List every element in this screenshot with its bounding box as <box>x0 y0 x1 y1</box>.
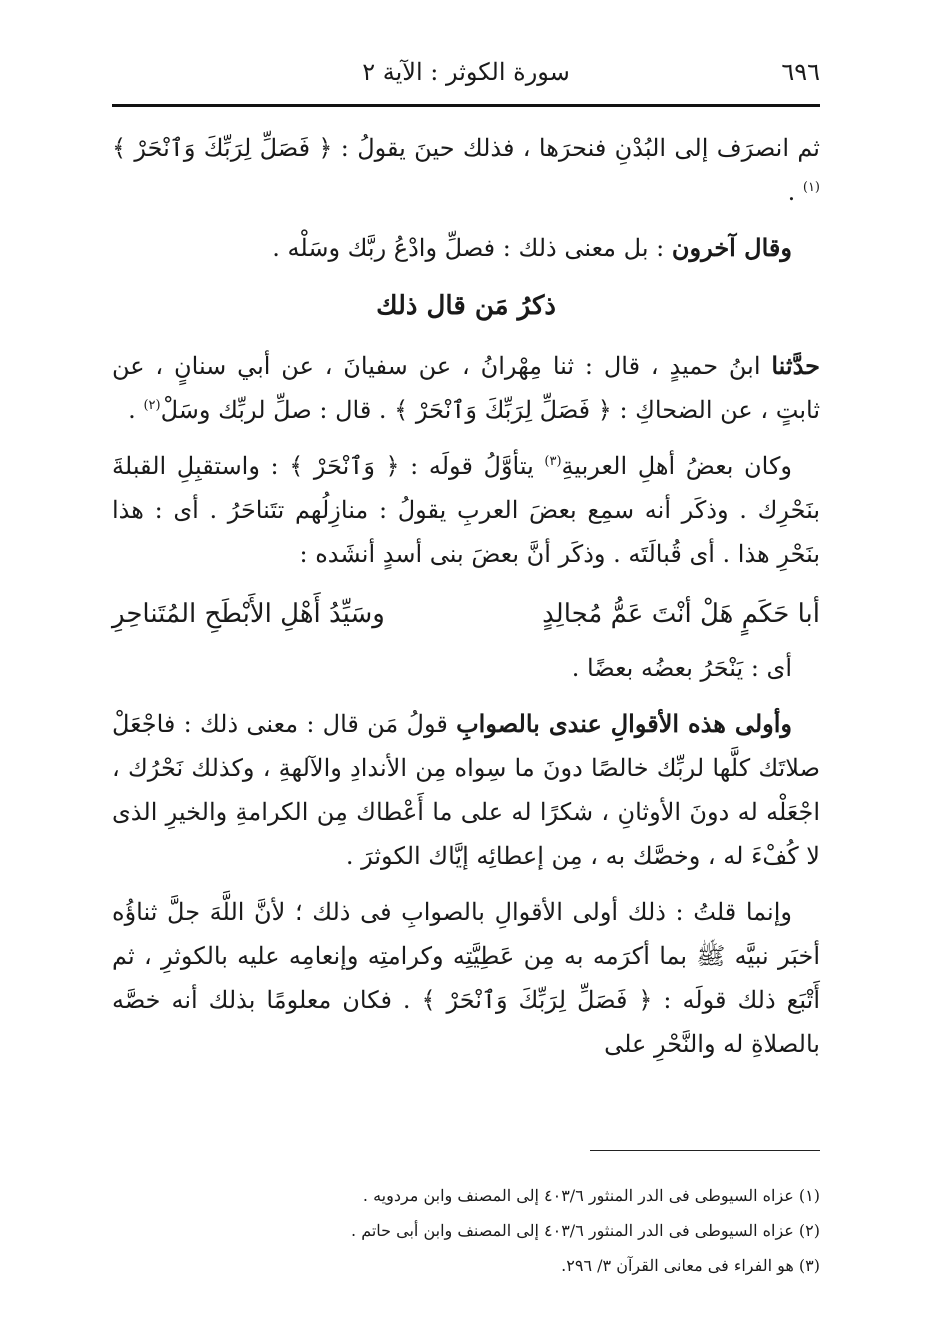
paragraph-3-text: ابنُ حميدٍ ، قال : ثنا مِهْرانُ ، عن سفيانَ ، عن أبي سنانٍ ، عن ثابتٍ ، عن الضحاكِ : ﴿ فَصَلِّ لِرَبِّكَ وَٱنْحَرْ ﴾ . قال : صلِّ لربِّك وسَلْ <box>112 352 820 424</box>
footnote-ref-3: (٣) <box>544 454 562 469</box>
footnote-ref-2: (٢) <box>143 398 161 413</box>
page-header <box>112 52 820 92</box>
running-title: سورة الكوثر : الآية ٢ <box>362 58 570 86</box>
section-heading: ذكرُ مَن قال ذلك <box>376 291 556 321</box>
paragraph-1-end: . <box>787 178 803 206</box>
paragraph-2-text: : بل معنى ذلك : فصلِّ وادْعُ ربَّك وسَلْه . <box>272 234 672 262</box>
paragraph-1 <box>112 126 820 214</box>
paragraph-4 <box>112 444 820 576</box>
footnote-3: (٣) هو الفراء فى معانى القرآن ٣/ ٢٩٦. <box>561 1256 820 1275</box>
paragraph-3-lead: حدَّثنا <box>771 351 820 380</box>
page-number: ٦٩٦ <box>781 58 820 86</box>
poetry-verse <box>112 588 820 640</box>
paragraph-2 <box>112 226 820 270</box>
paragraph-6 <box>112 702 820 878</box>
footnote-ref-1: (١) <box>802 180 820 195</box>
footnote-2: (٢) عزاه السيوطى فى الدر المنثور ٤٠٣/٦ إلى المصنف وابن أبى حاتم . <box>351 1221 820 1240</box>
footnote-rule <box>590 1150 820 1151</box>
paragraph-5: أى : يَنْحَرُ بعضُه بعضًا . <box>571 654 792 682</box>
paragraph-3-end: . <box>128 396 144 424</box>
verse-second-hemistich: وسَيِّدُ أَهْلِ الأَبْطَحِ المُتَناحِرِ <box>112 599 385 629</box>
paragraph-4-text-a: وكان بعضُ أهلِ العربيةِ <box>561 452 792 480</box>
header-rule <box>112 104 820 107</box>
main-text <box>112 126 820 1078</box>
paragraph-6-text: قولُ مَن قال : معنى ذلك : فاجْعَلْ صلاتَك كلَّها لربِّك خالصًا دونَ ما سِواه مِن الأندادِ والآلهةِ ، وكذلك نَحْرُك ، اجْعَلْه له دونَ الأوثانِ ، شكرًا له على ما أَعْطاك مِن الكرامةِ والخيرِ الذى لا كُفْءَ له ، وخصَّك به ، مِن إعطائِه إيَّاك الكوثرَ . <box>112 710 820 870</box>
paragraph-6-lead: وأولى هذه الأقوالِ عندى بالصوابِ <box>456 709 793 738</box>
paragraph-4-text-b: يتأوَّلُ قولَه : ﴿ وَٱنْحَرْ ﴾ : واستقبِلِ القبلةَ بنَحْرِك . وذكَر أنه سمِع بعضَ العربِ يقولُ : منازِلُهم تتَناحَرُ . أى : هذا بنَحْرِ هذا . أى قُبالَتَه . وذكَر أنَّ بعضَ بنى أسدٍ أنشَده : <box>112 452 820 568</box>
footnote-1: (١) عزاه السيوطى فى الدر المنثور ٤٠٣/٦ إلى المصنف وابن مردويه . <box>362 1186 820 1205</box>
paragraph-3 <box>112 344 820 432</box>
paragraph-7: وإنما قلتُ : ذلك أولى الأقوالِ بالصوابِ فى ذلك ؛ لأنَّ اللَّهَ جلَّ ثناؤُه أخبَر نبيَّه ﷺ بما أكرَمه به مِن عَطِيَّتِه وكرامتِه وإنعامِه عليه بالكوثرِ ، ثم أَتْبَع ذلك قولَه : ﴿ فَصَلِّ لِرَبِّكَ وَٱنْحَرْ ﴾ . فكان معلومًا بذلك أنه خصَّه بالصلاةِ له والنَّحْرِ على <box>112 898 820 1058</box>
footnotes <box>112 1178 820 1283</box>
paragraph-1-text: ثم انصرَف إلى البُدْنِ فنحرَها ، فذلك حينَ يقولُ : ﴿ فَصَلِّ لِرَبِّكَ وَٱنْحَرْ ﴾ <box>112 134 820 162</box>
verse-first-hemistich: أبا حَكَمٍ هَلْ أنْتَ عَمُّ مُجالِدٍ <box>542 599 820 629</box>
paragraph-2-lead: وقال آخرون <box>671 233 792 262</box>
page <box>112 0 820 1334</box>
